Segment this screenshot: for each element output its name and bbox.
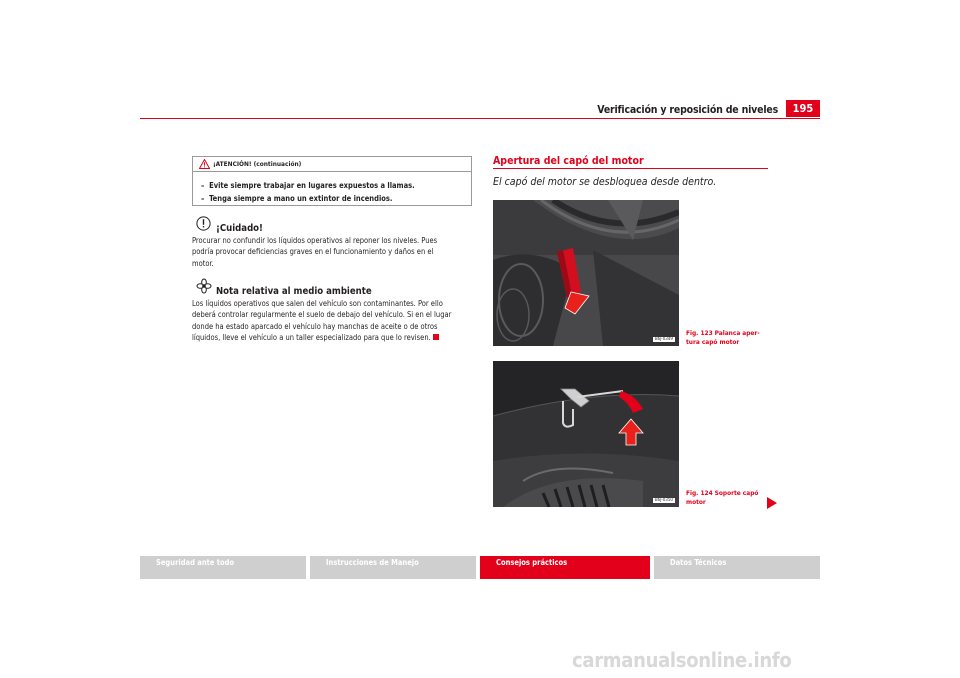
caption-line: Fig. 123 Palanca aper- [686,329,760,337]
caption-line: tura capó motor [686,337,740,346]
caution-text [192,235,478,269]
figure-hood-release-lever [493,200,679,346]
section-divider [493,168,768,169]
end-of-section-square-icon [433,334,439,340]
warning-item [201,181,415,190]
hood-release-lever-illustration [493,200,679,346]
text-line: Procurar no confundir los líquidos operativos al reponer los niveles. Pues [192,236,438,245]
environment-title: Nota relativa al medio ambiente [216,286,372,297]
page-header-title: Verificación y reposición de niveles [597,104,778,116]
warning-box-header [193,157,471,172]
warning-box [192,156,472,206]
warning-heading: ¡ATENCIÓN! (continuación) [213,160,302,168]
next-page-arrow-icon[interactable] [767,497,777,509]
figure-caption [686,329,776,346]
caption-line: Fig. 124 Soporte capó [686,489,759,497]
environment-flower-icon [196,278,212,294]
footer-tab-consejos[interactable]: Consejos prácticos [480,556,650,579]
text-line: Los líquidos operativos que salen del vehículo son contaminantes. Por ello [192,299,443,308]
hood-support-illustration [493,361,679,507]
footer-tab-seguridad[interactable]: Seguridad ante todo [140,556,306,579]
header-divider [140,118,820,119]
page-number: 195 [786,100,820,117]
figure-hood-support [493,361,679,507]
section-subtitle: El capó del motor se desbloquea desde dentro. [493,176,717,188]
bullet: – [201,194,205,203]
watermark: carmanualsonline.info [572,648,792,672]
warning-item-text: Evite siempre trabajar en lugares expuestos a llamas. [209,181,415,190]
text-line: motor. [192,258,214,268]
section-title: Apertura del capó del motor [493,155,644,167]
figure-caption [686,489,776,506]
warning-item-text: Tenga siempre a mano un extintor de incendios. [209,194,393,203]
environment-text [192,298,478,343]
warning-triangle-icon [199,159,210,169]
warning-item [201,194,392,203]
text-line: líquidos, lleve el vehículo a un taller especializado para que lo revisen. [192,332,478,343]
bullet: – [201,181,205,190]
text-line: podría provocar deficiencias graves en el funcionamiento y daños en el [192,247,434,257]
figure-code: B6J-0350 [654,498,673,503]
exclamation-circle-icon [196,216,211,231]
footer-tab-instrucciones[interactable]: Instrucciones de Manejo [310,556,476,579]
caution-title: ¡Cuidado! [216,223,263,234]
figure-code: B6J-0349 [654,337,673,342]
footer-tab-datos[interactable]: Datos Técnicos [654,556,820,579]
text-line: deberá controlar regularmente el suelo de debajo del vehículo. Si en el lugar [192,310,452,320]
caption-line: motor [686,497,706,506]
text-line: donde ha estado aparcado el vehículo hay manchas de aceite o de otros [192,321,438,331]
